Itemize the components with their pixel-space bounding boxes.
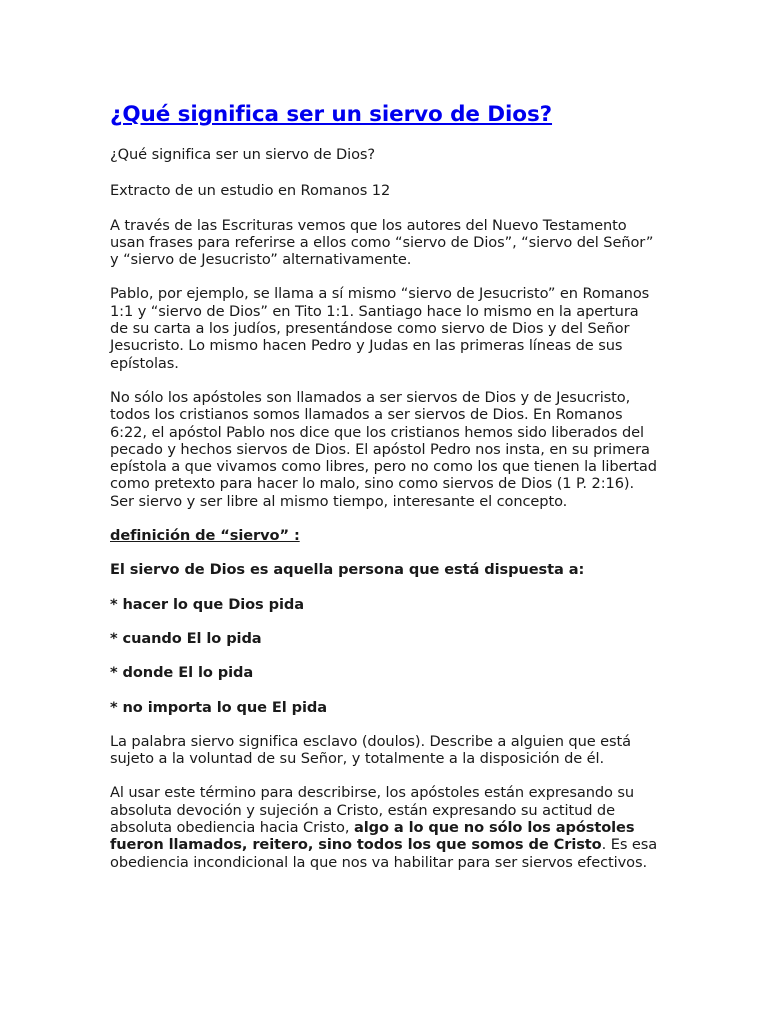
paragraph-5-bold-text: algo a lo que no sólo los apóstoles fueron llamados, reitero, sino todos los que somos de Cristo: [110, 819, 635, 854]
paragraph-3: No sólo los apóstoles son llamados a ser siervos de Dios y de Jesucristo, todos los cristianos somos llamados a ser siervos de Dios. En Romanos 6:22, el apóstol Pablo nos dice que los cristianos hemos sido liberados del pecado y hechos siervos de Dios. El apóstol Pedro nos insta, en su primera epístola a que vivamos como libres, pero no como los que tienen la libertad como pretexto para hacer lo malo, sino como siervos de Dios (1 P. 2:16). Ser siervo y ser libre al mismo tiempo, interesante el concepto.: [110, 388, 657, 510]
paragraph-5-text-end: . Es esa obediencia incondicional la que nos va habilitar para ser siervos efectivos.: [110, 836, 658, 871]
document-page: [110, 100, 658, 888]
paragraph-2: Pablo, por ejemplo, se llama a sí mismo “siervo de Jesucristo” en Romanos 1:1 y “siervo de Dios” en Tito 1:1. Santiago hace lo mismo en la apertura de su carta a los judíos, presentándose como siervo de Dios y del Señor Jesucristo. Lo mismo hacen Pedro y Judas en las primeras líneas de sus epístolas.: [110, 285, 650, 372]
bullet-item: * cuando El lo pida: [110, 629, 262, 647]
bullet-item: * donde El lo pida: [110, 664, 254, 682]
title-link[interactable]: ¿Qué significa ser un siervo de Dios?: [110, 102, 553, 127]
definition-heading: definición de “siervo” :: [110, 527, 300, 545]
subtitle: ¿Qué significa ser un siervo de Dios?: [110, 146, 376, 163]
paragraph-4: La palabra siervo significa esclavo (doulos). Describe a alguien que está sujeto a la voluntad de su Señor, y totalmente a la disposición de él.: [110, 732, 631, 768]
paragraph-1: A través de las Escrituras vemos que los autores del Nuevo Testamento usan frases para referirse a ellos como “siervo de Dios”, “siervo del Señor” y “siervo de Jesucristo” alternativamente.: [110, 216, 654, 269]
paragraph-5: [110, 784, 658, 870]
bullet-item: * hacer lo que Dios pida: [110, 595, 304, 613]
paragraph-5-text-start: Al usar este término para describirse, los apóstoles están expresando su absoluta devoción y sujeción a Cristo, están expresando su actitud de absoluta obediencia hacia Cristo,: [110, 784, 635, 837]
definition-statement: El siervo de Dios es aquella persona que está dispuesta a:: [110, 561, 585, 579]
extract-line: Extracto de un estudio en Romanos 12: [110, 182, 391, 200]
bullet-item: * no importa lo que El pida: [110, 698, 328, 716]
